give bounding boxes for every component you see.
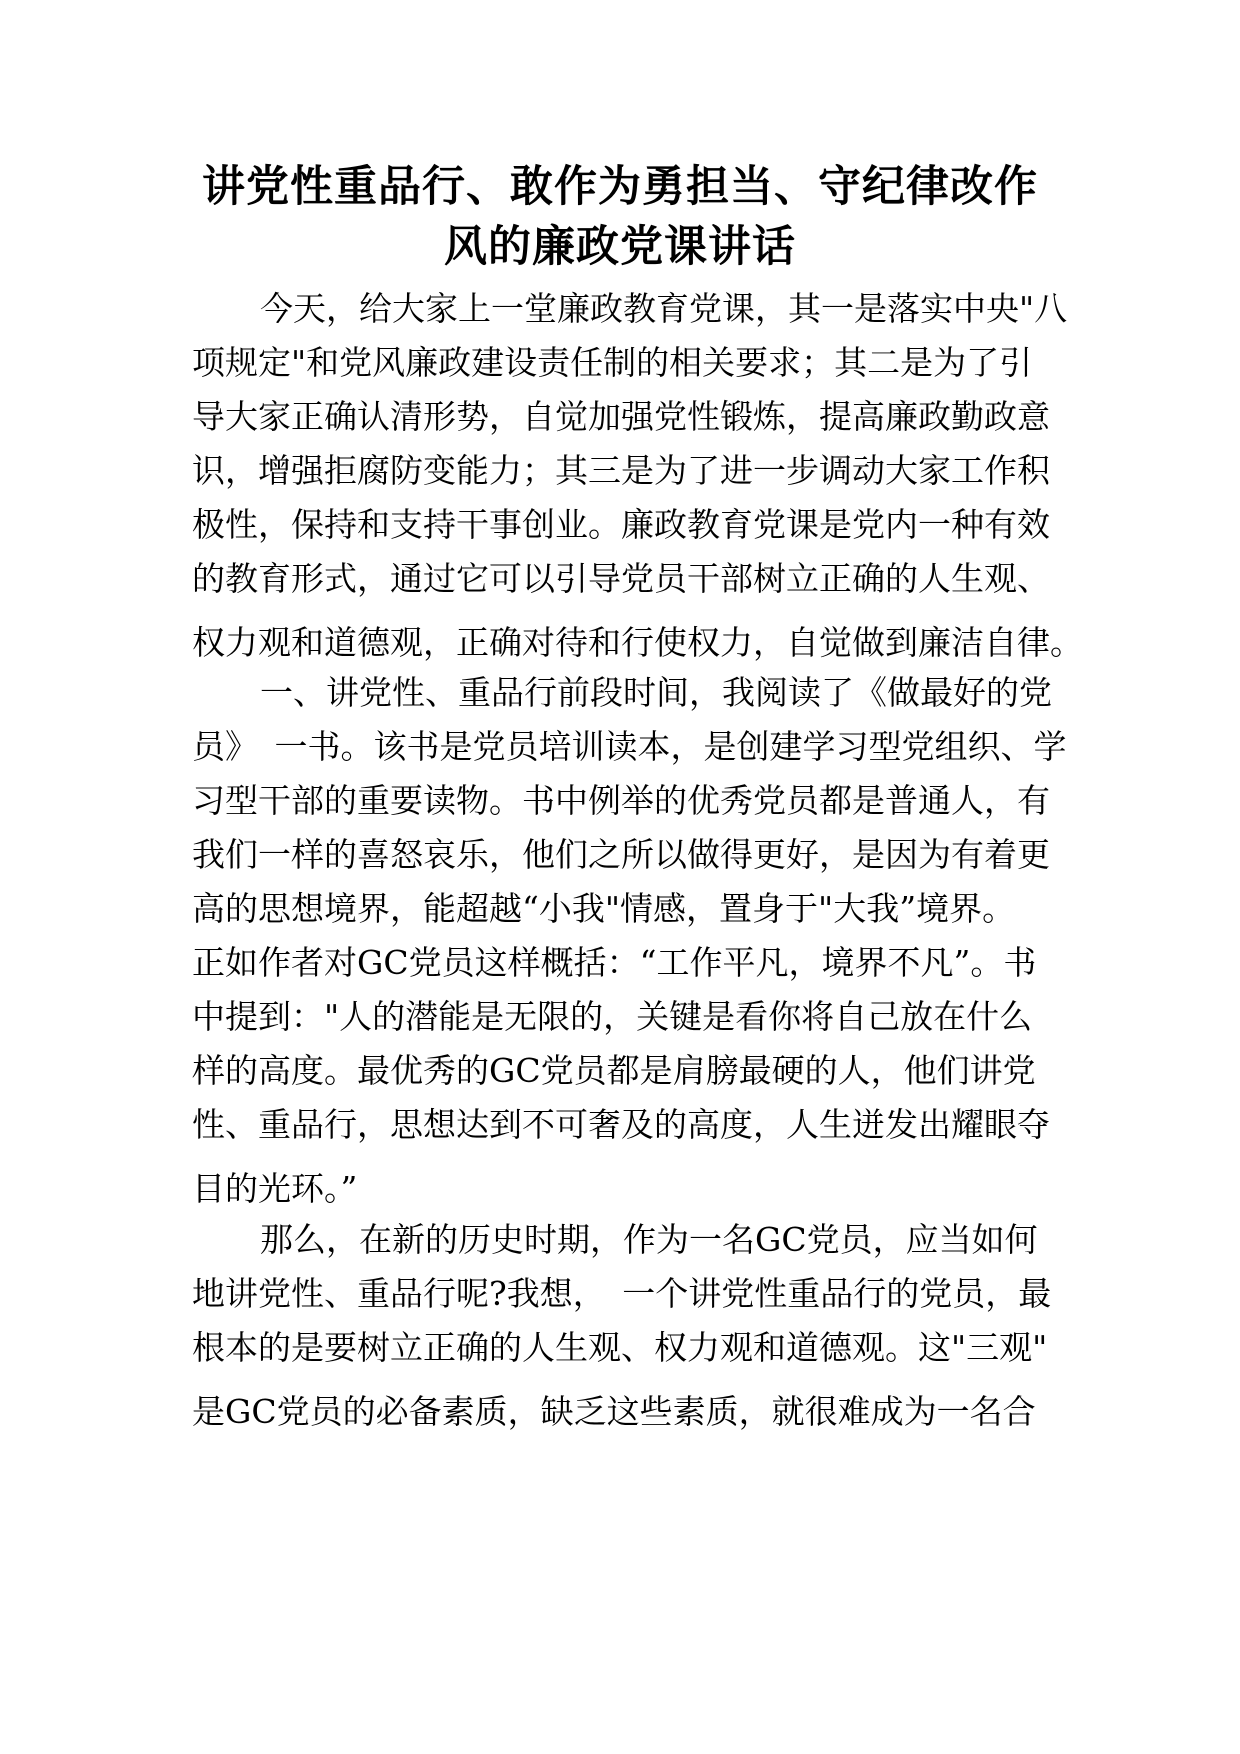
text-line: 习型干部的重要读物。书中例举的优秀党员都是普通人，有 [192, 781, 1050, 820]
text-line: 极性，保持和支持干事创业。廉政教育党课是党内一种有效 [192, 505, 1050, 544]
text-line: 那么，在新的历史时期，作为一名GC党员，应当如何 [260, 1220, 1038, 1259]
title-line-1: 讲党性重品行、敢作为勇担当、守纪律改作 [202, 162, 1038, 212]
text-line: 根本的是要树立正确的人生观、权力观和道德观。这"三观" [192, 1328, 1048, 1367]
text-line: 样的高度。最优秀的GC党员都是肩膀最硬的人，他们讲党 [192, 1051, 1036, 1090]
text-line: 中提到："人的潜能是无限的，关键是看你将自己放在什么 [192, 997, 1033, 1036]
text-line: 员》 一书。该书是党员培训读本，是创建学习型党组织、学 [192, 727, 1067, 766]
text-line: 我们一样的喜怒哀乐，他们之所以做得更好，是因为有着更 [192, 835, 1050, 874]
text-line: 的教育形式，通过它可以引导党员干部树立正确的人生观、 [192, 559, 1050, 598]
text-line: 今天，给大家上一堂廉政教育党课，其一是落实中央"八 [260, 289, 1068, 328]
text-line: 一、讲党性、重品行前段时间，我阅读了《做最好的党 [260, 673, 1052, 712]
text-line: 导大家正确认清形势，自觉加强党性锻炼，提高廉政勤政意 [192, 397, 1050, 436]
text-line: 性、重品行，思想达到不可奢及的高度，人生迸发出耀眼夺 [192, 1105, 1050, 1144]
text-line: 地讲党性、重品行呢?我想， 一个讲党性重品行的党员，最 [192, 1274, 1052, 1313]
paragraph-intro [192, 282, 1083, 670]
document-title [190, 157, 1050, 277]
text-line: 识，增强拒腐防变能力；其三是为了进一步调动大家工作积 [192, 451, 1050, 490]
paragraph-section-one [192, 666, 1067, 1216]
text-line: 正如作者对GC党员这样概括：“工作平凡，境界不凡”。书 [192, 943, 1037, 982]
text-line: 是GC党员的必备素质，缺乏这些素质，就很难成为一名合 [192, 1392, 1036, 1431]
text-line: 项规定"和党风廉政建设责任制的相关要求；其二是为了引 [192, 343, 1033, 382]
text-line: 高的思想境界，能超越“小我"情感，置身于"大我”境界。 [192, 889, 1016, 928]
text-line: 权力观和道德观，正确对待和行使权力，自觉做到廉洁自律。 [192, 623, 1083, 662]
text-line: 目的光环。” [192, 1169, 358, 1208]
title-line-2: 风的廉政党课讲话 [444, 222, 796, 272]
paragraph-section-two [192, 1213, 1062, 1439]
